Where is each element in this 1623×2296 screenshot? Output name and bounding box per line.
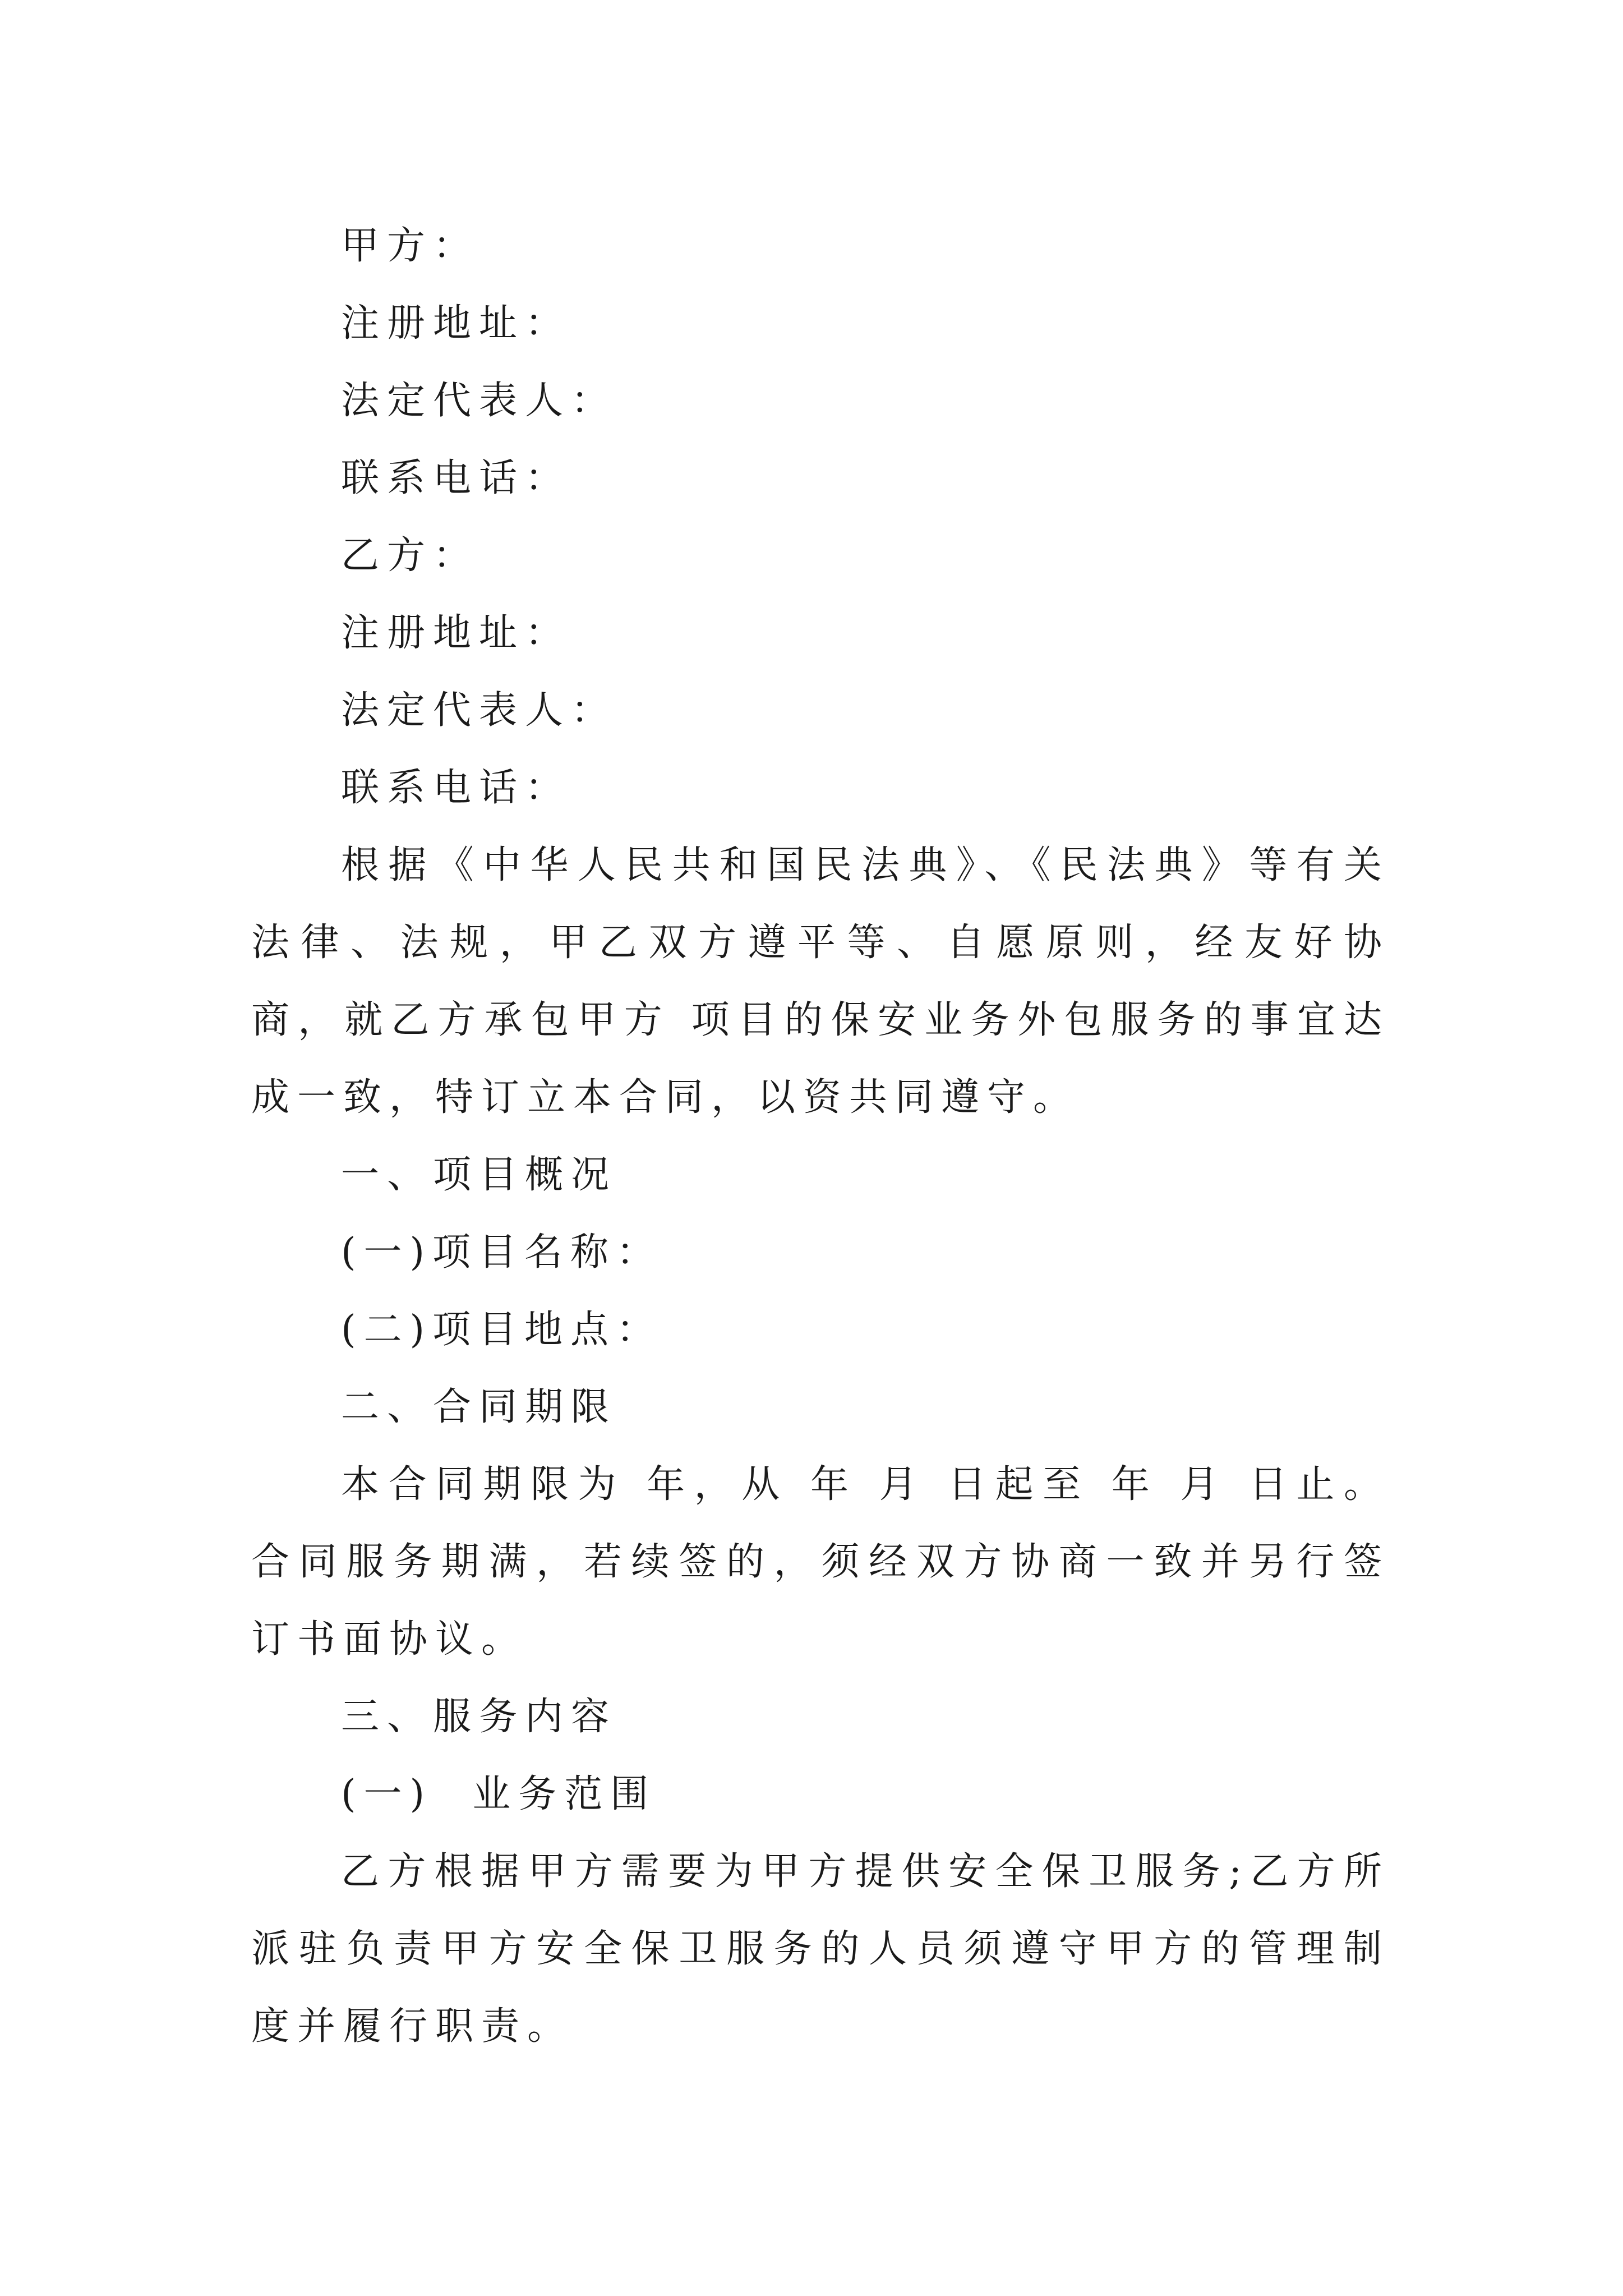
party-b-label: 乙方： (341, 533, 479, 578)
party-a-phone: 联系电话： (341, 456, 571, 500)
party-a-address: 注册地址： (341, 301, 571, 346)
party-a-label: 甲方： (341, 224, 479, 268)
party-b-phone: 联系电话： (341, 766, 571, 810)
party-a-legal-rep: 法定代表人： (341, 379, 617, 423)
business-scope-item: (一) 业务范围 (341, 1772, 657, 1816)
party-b-legal-rep: 法定代表人： (341, 688, 617, 733)
party-b-address: 注册地址： (341, 611, 571, 655)
section-heading-project-overview: 一、项目概况 (341, 1153, 617, 1197)
section-heading-contract-term: 二、合同期限 (341, 1385, 617, 1429)
preamble-paragraph: 根据《中华人民共和国民法典》、《民法典》等有关法律、法规，甲乙双方遵平等、自愿原则，经友好协商，就乙方承包甲方 项目的保安业务外包服务的事宜达成一致，特订立本合同，以资共同遵守。 (251, 843, 1390, 1120)
contract-term-paragraph: 本合同期限为 年，从 年 月 日起至 年 月 日止。合同服务期满，若续签的，须经双方协商一致并另行签订书面协议。 (251, 1462, 1390, 1662)
project-location-item: (二)项目地点： (341, 1308, 663, 1352)
document-body (251, 208, 1390, 2065)
business-scope-paragraph: 乙方根据甲方需要为甲方提供安全保卫服务;乙方所派驻负责甲方安全保卫服务的人员须遵守甲方的管理制度并履行职责。 (251, 1849, 1390, 2049)
section-heading-service-content: 三、服务内容 (341, 1695, 617, 1739)
project-name-item: (一)项目名称： (341, 1230, 663, 1274)
